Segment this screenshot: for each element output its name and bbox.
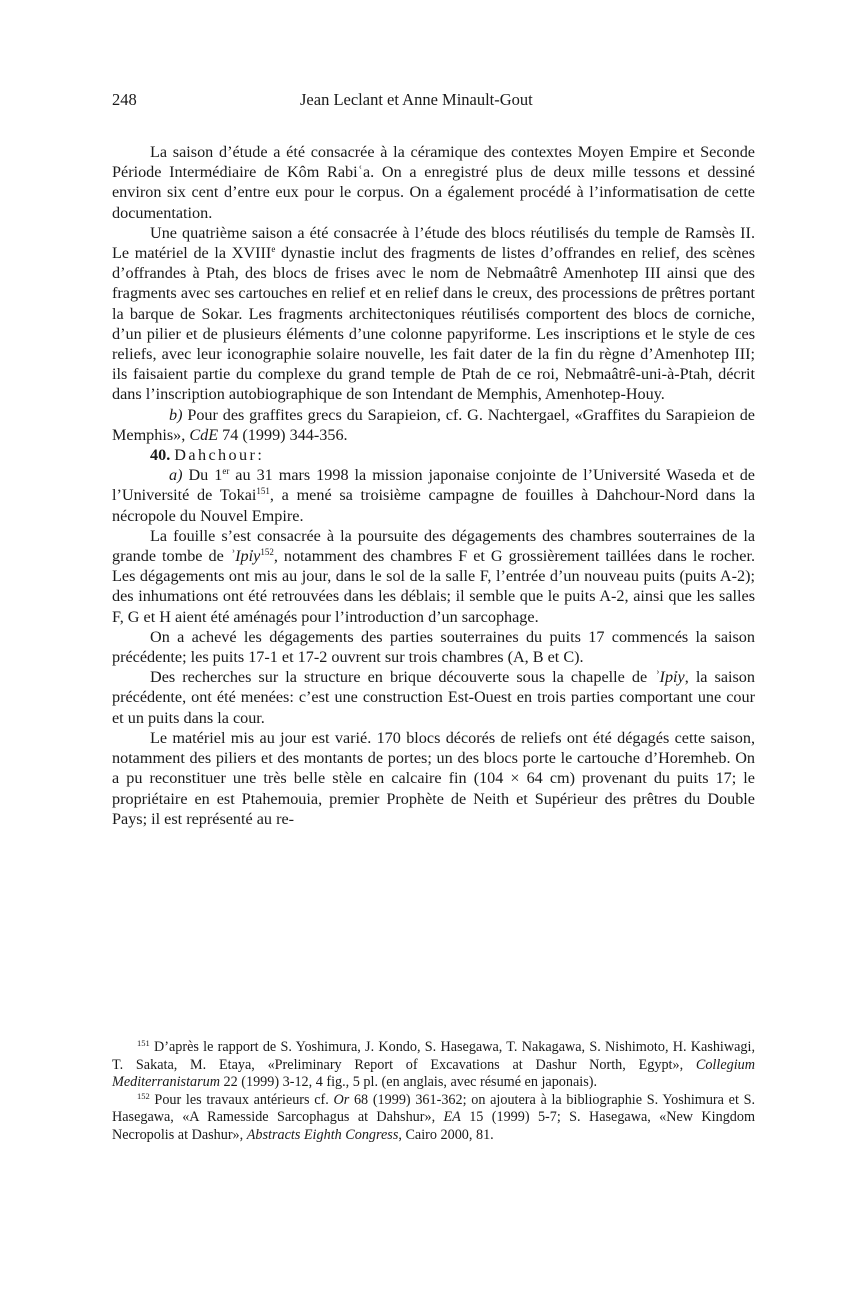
section-heading-dahchour: 40. Dahchour: [150,446,262,465]
footnote-ref-151[interactable]: 151 [256,486,270,497]
page [112,90,755,829]
paragraph-shaft-17: On a achevé les dégagements des parties souterraines du puits 17 commencés la saison précédente; les puits 17-1 et 17-2 ouvrent sur trois chambres (A, B et C). [112,627,755,667]
paragraph-ceramics: La saison d’étude a été consacrée à la céramique des contextes Moyen Empire et Seconde Période Intermédiaire de Kôm Rabiʿa. On a enregistré plus de deux mille tessons et dessiné environ six cent d’entre eux pour le corpus. On a également procédé à l’informatisation de cette documentation. [112,143,755,222]
page-number: 248 [112,90,137,109]
paragraph-material: Le matériel mis au jour est varié. 170 blocs décorés de reliefs ont été dégagés cette saison, notamment des piliers et des montants de portes; un des blocs porte le cartouche d’Horemheb. On a pu reconstituer une très belle stèle en calcaire fin (104 × 64 cm) provenant du puits 17; le propriétaire en est Ptahemouia, premier Prophète de Neith et Supérieur des prêtres du Double Pays; il est représenté au re- [112,728,755,828]
paragraph-brick-structure: Des recherches sur la structure en brique découverte sous la chapelle de ʾIpỉy, la saison précédente, ont été menées: c’est une construction Est-Ouest en trois parties comportant une cour et un puits dans la cour. [112,668,755,727]
footnote-ref-152[interactable]: 152 [260,547,274,558]
running-head [112,90,755,114]
running-title: Jean Leclant et Anne Minault-Gout [300,90,533,109]
paragraph-ramesses-blocks: Une quatrième saison a été consacrée à l’étude des blocs réutilisés du temple de Ramsès II. Le matériel de la XVIIIe dynastie inclut des fragments de listes d’offrandes en relief, des scènes d’offrandes à Ptah, des blocs de frises avec le nom de Nebmaâtrê Amenhotep III ainsi que des fragments avec ses cartouches en relief et en relief dans le creux, des processions de prêtres portant la barque de Sokar. Les fragments architectoniques réutilisés comportent des blocs de corniche, d’un pilier et de plusieurs éléments d’une colonne papyriforme. Les inscriptions et le style de ces reliefs, avec leur iconographie solaire nouvelle, les fait dater de la fin du règne d’Amenhotep III; ils faisaient partie du complexe du grand temple de Ptah de ce roi, Nebmaâtrê-uni-à-Ptah, décrit dans l’inscription autobiographique de son Intendant de Memphis, Amenhotep-Houy. [112,223,755,404]
paragraph-graffites: b) Pour des graffites grecs du Sarapieion, cf. G. Nachtergael, «Graffites du Sarapieion de Memphis», CdE 74 (1999) 344-356. [112,405,755,444]
body-text [112,142,755,829]
paragraph-excavation-chambers: La fouille s’est consacrée à la poursuite des dégagements des chambres souterraines de la grande tombe de ʾIpỉy$^{152}$, notamment des chambres F et G grossièrement taillées dans le rocher. Les dégagements ont mis au jour, dans le sol de la salle F, l’entrée d’un nouveau puits (puits A-2); des inhumations ont été retrouvées dans les déblais; il semble que le puits A-2, ainsi que les salles F, G et H aient été aménagés pour l’introduction d’un sarcophage. [112,526,756,626]
footnote-151: $^{151}$ D’après le rapport de S. Yoshimura, J. Kondo, S. Hasegawa, T. Nakagawa, S. Nishimoto, H. Kashiwagi, T. Sakata, M. Etaya, «Preliminary Report of Excavations at Dashur North, Egypt», Collegium Mediterranistarum 22 (1999) 3-12, 4 fig., 5 pl. (en anglais, avec résumé en japonais). [112,1038,755,1091]
footnotes [112,1039,755,1145]
footnote-152: $^{152}$ Pour les travaux antérieurs cf. Or 68 (1999) 361-362; on ajoutera à la bibliographie S. Yoshimura et S. Hasegawa, «A Ramesside Sarcophagus at Dahshur», EA 15 (1999) 5-7; S. Hasegawa, «New Kingdom Necropolis at Dashur», Abstracts Eighth Congress, Cairo 2000, 81. [112,1090,756,1143]
paragraph-japanese-mission: a) Du 1er au 31 mars 1998 la mission japonaise conjointe de l’Université Waseda et de l’Université de Tokai$^{151}$, a mené sa troisième campagne de fouilles à Dahchour-Nord dans la nécropole du Nouvel Empire. [112,466,756,525]
